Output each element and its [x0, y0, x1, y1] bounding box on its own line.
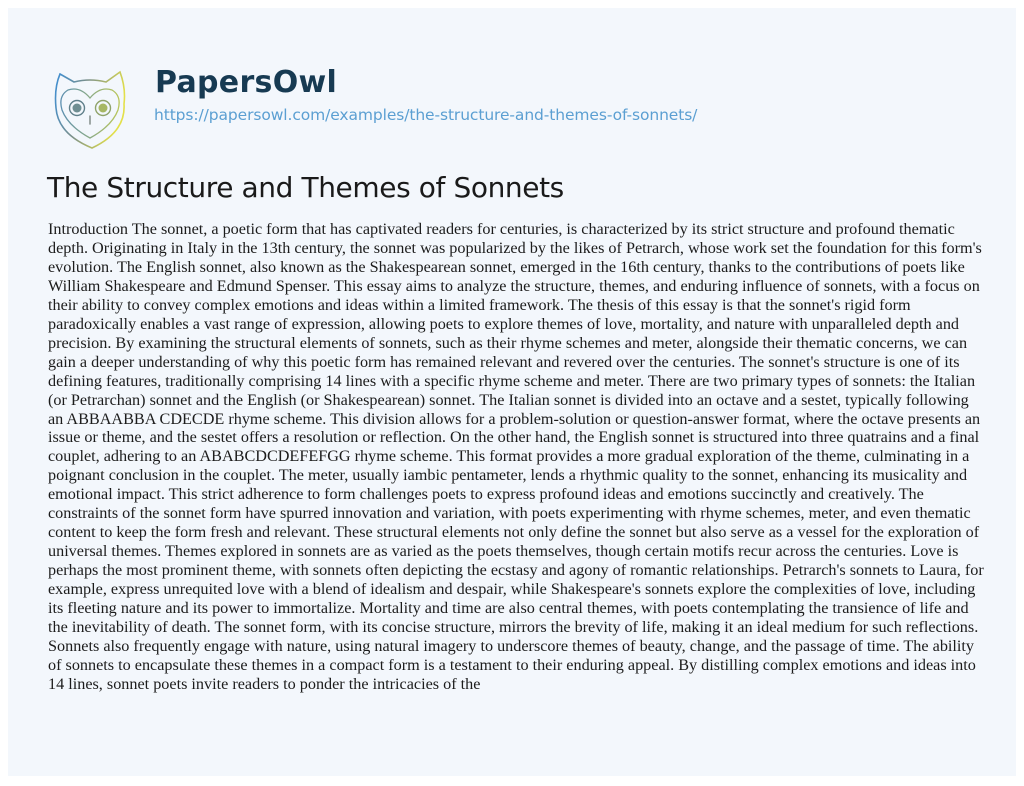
body-line: issue or theme, and the sestet offers a resolution or reflection. On the other hand, the English sonnet is structured into three quatrains and a final: [48, 428, 980, 447]
body-line: the inevitability of death. The sonnet form, with its concise structure, mirrors the brevity of life, making it an ideal medium for such reflections.: [48, 618, 979, 637]
body-line: example, express unrequited love with a blend of idealism and despair, while Shakespeare's sonnets explore the complexities of love, including: [48, 580, 976, 599]
article-title: The Structure and Themes of Sonnets: [47, 171, 564, 204]
body-line: precision. By examining the structural elements of sonnets, such as their rhyme schemes and meter, alongside their thematic concerns, we can: [48, 333, 968, 352]
body-line: paradoxically enables a vast range of expression, allowing poets to explore themes of love, mortality, and nature with unparalleled depth and: [48, 314, 960, 333]
body-line: depth. Originating in Italy in the 13th century, the sonnet was popularized by the likes of Petrarch, whose work set the foundation for this form's: [48, 238, 982, 257]
body-line: couplet, adhering to an ABABCDCDEFEFGG rhyme scheme. This format provides a more gradual exploration of the theme, culminating in a: [48, 447, 970, 466]
brand-name: PapersOwl: [155, 65, 338, 100]
owl-logo-icon: [50, 68, 130, 152]
body-line: emotional impact. This strict adherence to form challenges poets to express profound ideas and emotions succinctly and creatively. The: [48, 485, 924, 504]
body-line: 14 lines, sonnet poets invite readers to ponder the intricacies of the: [48, 674, 481, 693]
article-url-link[interactable]: https://papersowl.com/examples/the-structure-and-themes-of-sonnets/: [154, 106, 698, 124]
body-line: poignant conclusion in the couplet. The meter, usually iambic pentameter, lends a rhythmic quality to the sonnet, enhancing its musicality and: [48, 466, 968, 485]
body-line: defining features, traditionally comprising 14 lines with a specific rhyme scheme and meter. There are two primary types of sonnets: the Italian: [48, 371, 976, 390]
body-line: perhaps the most prominent theme, with sonnets often depicting the ecstasy and agony of romantic relationships. Petrarch's sonnets to Laura, for: [48, 561, 984, 580]
body-line: universal themes. Themes explored in sonnets are as varied as the poets themselves, though certain motifs recur across the centuries. Love is: [48, 542, 959, 561]
body-line: its fleeting nature and its power to immortalize. Mortality and time are also central themes, with poets contemplating the transience of life and: [48, 599, 969, 618]
body-line: of sonnets to encapsulate these themes in a compact form is a testament to their enduring appeal. By distilling complex emotions and ideas into: [48, 655, 976, 674]
article-body: [48, 220, 983, 694]
body-line: Introduction The sonnet, a poetic form that has captivated readers for centuries, is characterized by its strict structure and profound thematic: [48, 220, 955, 238]
body-line: evolution. The English sonnet, also known as the Shakespearean sonnet, emerged in the 16th century, thanks to the contributions of poets like: [48, 257, 965, 276]
essay-page: [8, 8, 1016, 776]
body-line: (or Petrarchan) sonnet and the English (or Shakespearean) sonnet. The Italian sonnet is divided into an octave and a sestet, typically following: [48, 390, 969, 409]
body-line: Sonnets also frequently engage with nature, using natural imagery to underscore themes of beauty, change, and the passage of time. The ability: [48, 636, 974, 655]
body-line: an ABBAABBA CDECDE rhyme scheme. This division allows for a problem-solution or question-answer format, where the octave presents an: [48, 409, 981, 428]
body-line: gain a deeper understanding of why this poetic form has remained relevant and revered over the centuries. The sonnet's structure is one of its: [48, 352, 960, 371]
body-line: their ability to convey complex emotions and ideas within a limited framework. The thesis of this essay is that the sonnet's rigid form: [48, 295, 911, 314]
body-line: William Shakespeare and Edmund Spenser. This essay aims to analyze the structure, themes, and enduring influence of sonnets, with a focus on: [48, 276, 980, 295]
body-line: constraints of the sonnet form have spurred innovation and variation, with poets experimenting with rhyme schemes, meter, and even thematic: [48, 504, 971, 523]
body-line: content to keep the form fresh and relevant. These structural elements not only define the sonnet but also serve as a vessel for the exploration of: [48, 523, 980, 542]
